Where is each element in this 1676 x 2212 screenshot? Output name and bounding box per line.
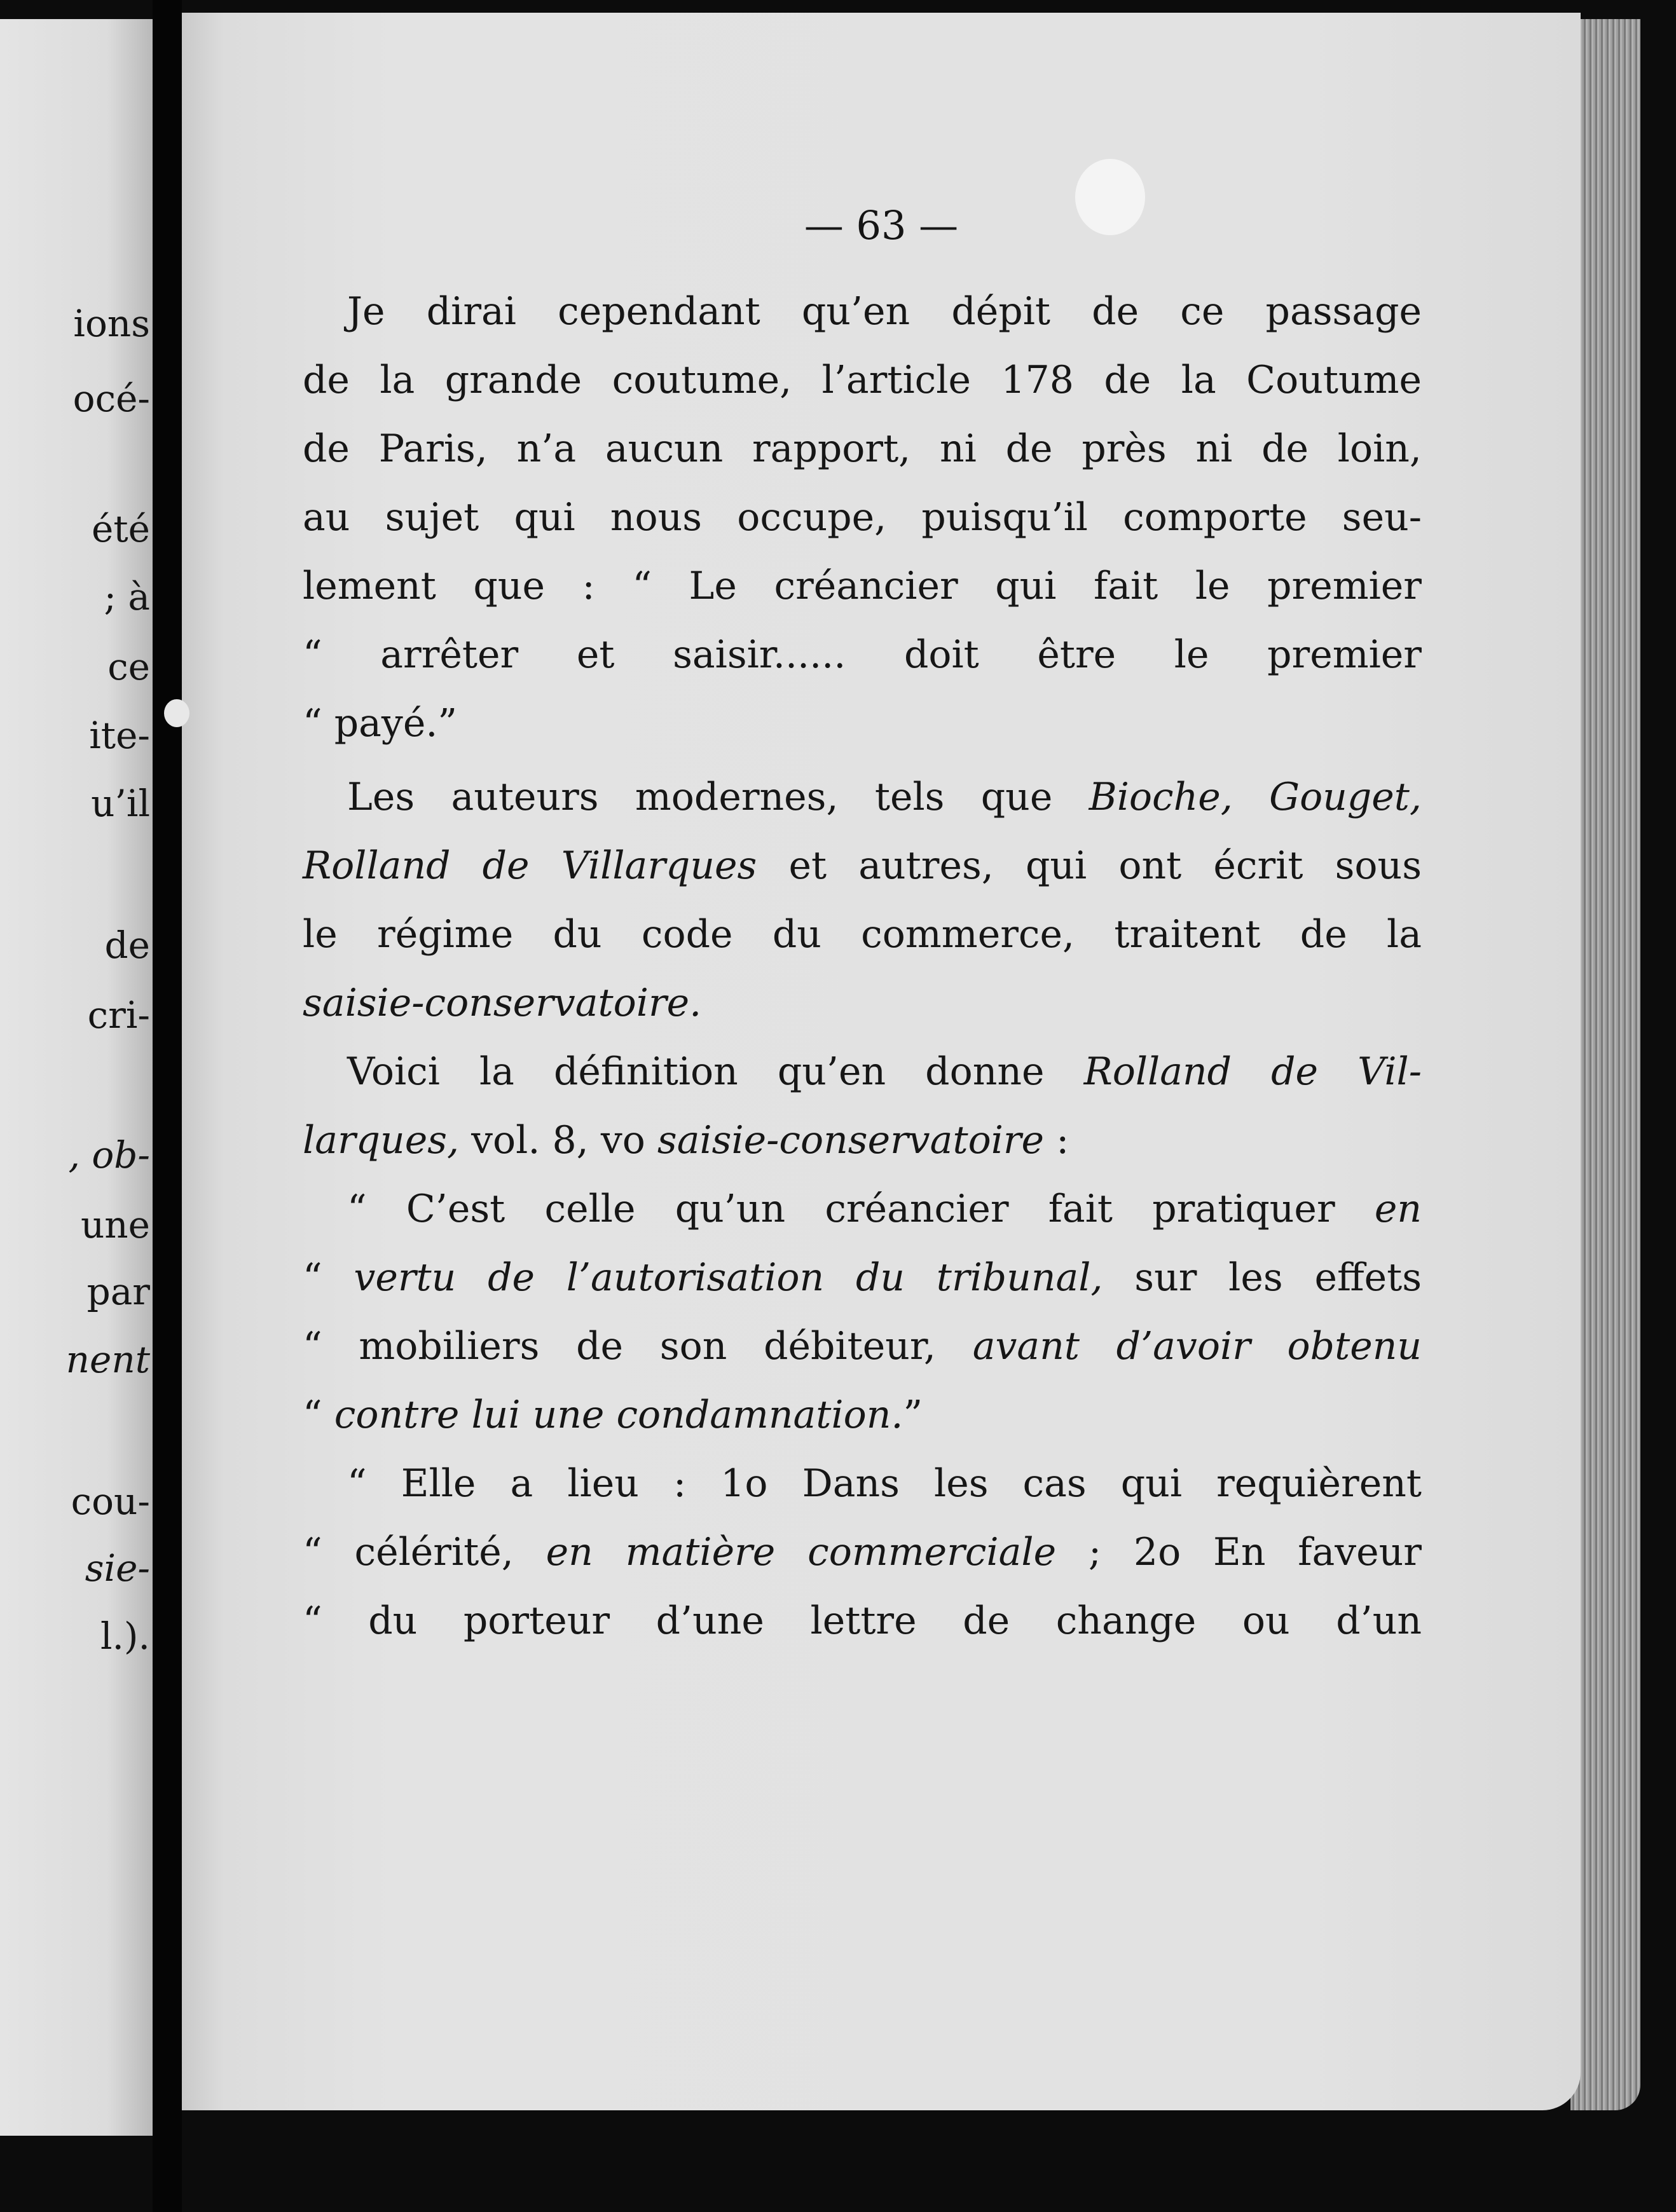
left-page-fragment: océ- — [72, 377, 150, 420]
text-line: saisie-conservatoire. — [303, 981, 702, 1025]
left-page-fragment: l.). — [100, 1615, 150, 1658]
left-page-fragment: , ob- — [68, 1133, 150, 1177]
left-page-fragment: cri- — [87, 993, 150, 1037]
page-number: — 63 — — [804, 202, 959, 249]
text-line — [303, 1530, 1422, 1574]
text-line: “ du porteur d’une lettre de change ou d’un — [303, 1599, 1422, 1643]
text-line — [303, 1324, 1422, 1369]
left-page-fragment: ite- — [89, 714, 150, 757]
left-facing-page — [0, 19, 153, 2136]
left-page-fragment: été — [92, 507, 150, 550]
text-run: “ — [303, 1255, 354, 1300]
italic-run: avant d’avoir obtenu — [972, 1324, 1422, 1369]
text-run: Les auteurs modernes, tels que — [347, 775, 1089, 819]
text-run: ; 2o En faveur — [1056, 1530, 1422, 1574]
italic-run: larques, — [303, 1118, 460, 1163]
text-run: Voici la définition qu’en donne — [347, 1049, 1084, 1094]
text-run: “ C’est celle qu’un créancier fait pratiquer — [347, 1187, 1375, 1231]
text-line: “ Elle a lieu : 1o Dans les cas qui requièrent — [347, 1461, 1422, 1506]
left-page-fragment: par — [86, 1270, 150, 1313]
text-run: ” — [903, 1393, 923, 1437]
italic-run: Bioche, Gouget, — [1089, 775, 1422, 819]
left-page-fragment: u’il — [91, 782, 150, 825]
text-run: et autres, qui ont écrit sous — [757, 843, 1422, 888]
italic-run: vertu de l’autorisation du tribunal, — [354, 1255, 1103, 1300]
right-page — [182, 13, 1581, 2110]
left-page-fragment: ; à — [104, 575, 150, 618]
left-page-fragment: ions — [73, 302, 150, 345]
book-gutter — [153, 0, 182, 2212]
text-run: sur les effets — [1102, 1255, 1422, 1300]
text-run: “ célérité, — [303, 1530, 546, 1574]
text-line — [303, 1118, 1422, 1163]
left-page-fragment: sie- — [85, 1546, 150, 1590]
text-run: : — [1044, 1118, 1069, 1163]
text-run: vol. 8, vo — [459, 1118, 657, 1163]
left-page-fragment: une — [80, 1203, 150, 1246]
italic-run: Rolland de Vil- — [1083, 1049, 1422, 1094]
left-page-fragment: ce — [107, 645, 150, 688]
left-page-fragment: de — [104, 924, 150, 967]
text-run: “ — [303, 1393, 334, 1437]
italic-run: Rolland de Villarques — [303, 843, 757, 888]
italic-run: en matière commerciale — [546, 1530, 1057, 1574]
paper-stain — [1075, 159, 1145, 235]
text-line: Je dirai cependant qu’en dépit de ce passage — [347, 289, 1422, 334]
text-line — [303, 1187, 1422, 1231]
left-page-fragment: nent — [65, 1338, 150, 1381]
text-line — [303, 775, 1422, 819]
text-line — [303, 1393, 1422, 1437]
italic-run: en — [1374, 1187, 1422, 1231]
text-line: de la grande coutume, l’article 178 de la Coutume — [303, 358, 1422, 402]
text-line: de Paris, n’a aucun rapport, ni de près ni de loin, — [303, 427, 1422, 471]
text-line — [303, 1255, 1422, 1300]
dust-spot — [164, 699, 189, 727]
text-line — [303, 1049, 1422, 1094]
italic-run: contre lui une condamnation. — [334, 1393, 903, 1437]
text-line: lement que : “ Le créancier qui fait le premier — [303, 564, 1422, 608]
text-line — [303, 843, 1422, 888]
text-run: “ mobiliers de son débiteur, — [303, 1324, 973, 1369]
text-line: au sujet qui nous occupe, puisqu’il comporte seu- — [303, 495, 1422, 540]
page-edges — [1570, 19, 1640, 2110]
text-line: le régime du code du commerce, traitent de la — [303, 912, 1422, 957]
text-line: “ payé.” — [303, 701, 458, 746]
italic-run: saisie-conservatoire — [657, 1118, 1045, 1163]
left-page-fragment: cou- — [71, 1480, 150, 1523]
text-line: “ arrêter et saisir...... doit être le premier — [303, 632, 1422, 677]
